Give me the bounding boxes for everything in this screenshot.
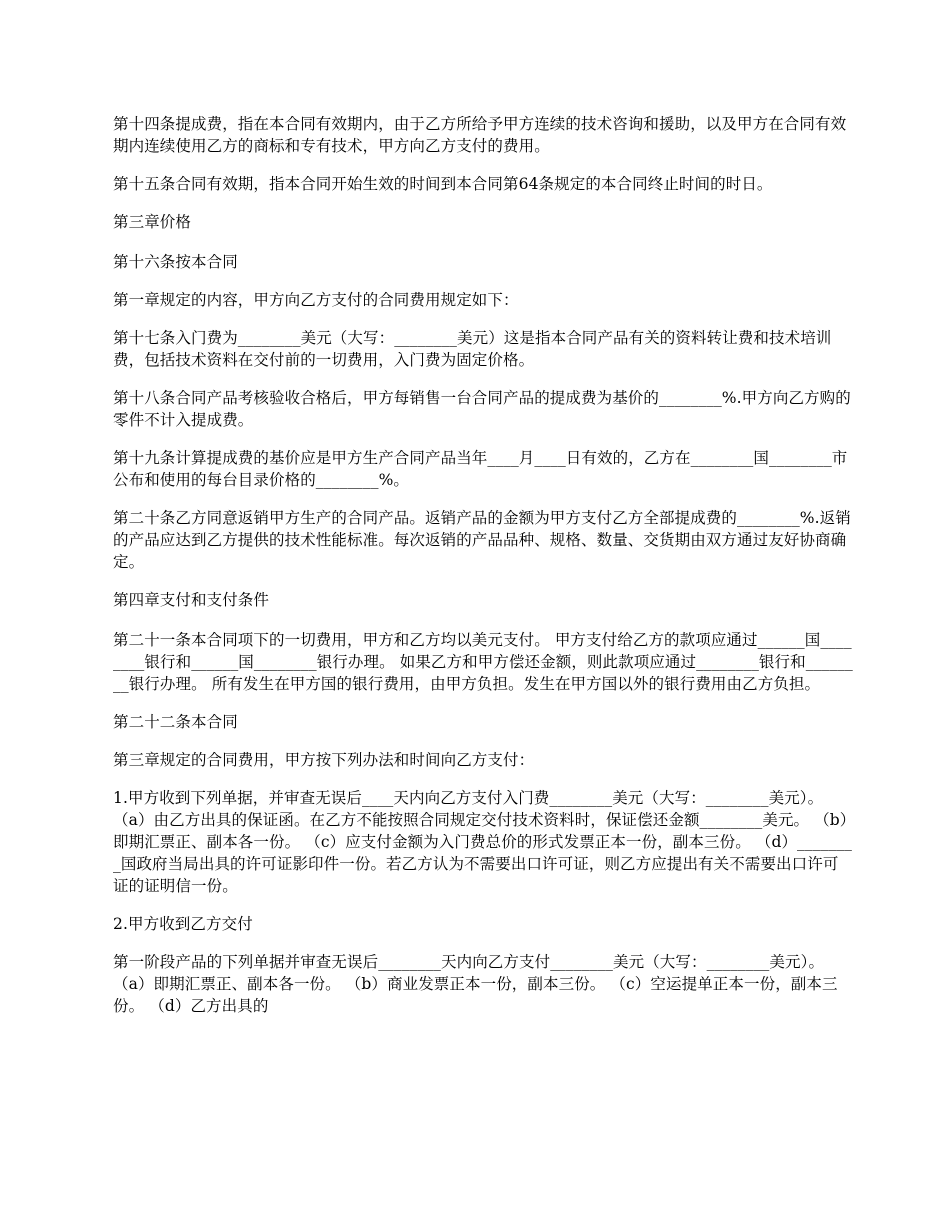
clause-16-body: 第一章规定的内容，甲方向乙方支付的合同费用规定如下： (113, 291, 519, 309)
clause-22-body: 第三章规定的合同费用，甲方按下列办法和时间向乙方支付： (113, 751, 535, 769)
clause-15: 第十五条合同有效期，指本合同开始生效的时间到本合同第64条规定的本合同终止时间的时日。 (113, 175, 773, 193)
clause-16: 第十六条按本合同 (113, 253, 238, 271)
clause-21: 第二十一条本合同项下的一切费用，甲方和乙方均以美元支付。 甲方支付给乙方的款项应通过______国________银行和______国________银行办理。 如果乙方和甲方偿还金额，则此款项应通过________银行和________银行办理。 所有发生在甲方国的银行费用，由甲方负担。发生在甲方国以外的银行费用由乙方负担。 (113, 631, 853, 693)
payment-item-1: 1.甲方收到下列单据，并审查无误后____天内向乙方支付入门费________美元（大写：________美元）。 （a）由乙方出具的保证函。在乙方不能按照合同规定交付技术资料时，保证偿还金额________美元。 （b）即期汇票正、副本各一份。 （c）应支付金额为入门费总价的形式发票正本一份，副本三份。 （d）________国政府当局出具的许可证影印件一份。若乙方认为不需要出口许可证，则乙方应提出有关不需要出口许可证的证明信一份。 (113, 789, 853, 895)
document-body (113, 113, 853, 1033)
clause-19: 第十九条计算提成费的基价应是甲方生产合同产品当年____月____日有效的，乙方在________国________市公布和使用的每台目录价格的________%。 (113, 449, 848, 489)
chapter-3-heading: 第三章价格 (113, 213, 192, 231)
clause-20: 第二十条乙方同意返销甲方生产的合同产品。返销产品的金额为甲方支付乙方全部提成费的________%.返销的产品应达到乙方提供的技术性能标准。每次返销的产品品种、规格、数量、交货期由双方通过友好协商确定。 (113, 509, 851, 571)
clause-17: 第十七条入门费为________美元（大写：________美元）这是指本合同产品有关的资料转让费和技术培训费，包括技术资料在交付前的一切费用，入门费为固定价格。 (113, 329, 832, 369)
clause-18: 第十八条合同产品考核验收合格后，甲方每销售一台合同产品的提成费为基价的________%.甲方向乙方购的零件不计入提成费。 (113, 389, 851, 429)
chapter-4-heading: 第四章支付和支付条件 (113, 591, 270, 609)
clause-14: 第十四条提成费，指在本合同有效期内，由于乙方所给予甲方连续的技术咨询和援助，以及甲方在合同有效期内连续使用乙方的商标和专有技术，甲方向乙方支付的费用。 (113, 115, 847, 155)
payment-item-2: 2.甲方收到乙方交付 (113, 915, 253, 933)
clause-22: 第二十二条本合同 (113, 713, 238, 731)
payment-item-2-body: 第一阶段产品的下列单据并审查无误后________天内向乙方支付________美元（大写：________美元）。 （a）即期汇票正、副本各一份。 （b）商业发票正本一份，副本三份。 （c）空运提单正本一份，副本三份。 （d）乙方出具的 (113, 953, 838, 1015)
